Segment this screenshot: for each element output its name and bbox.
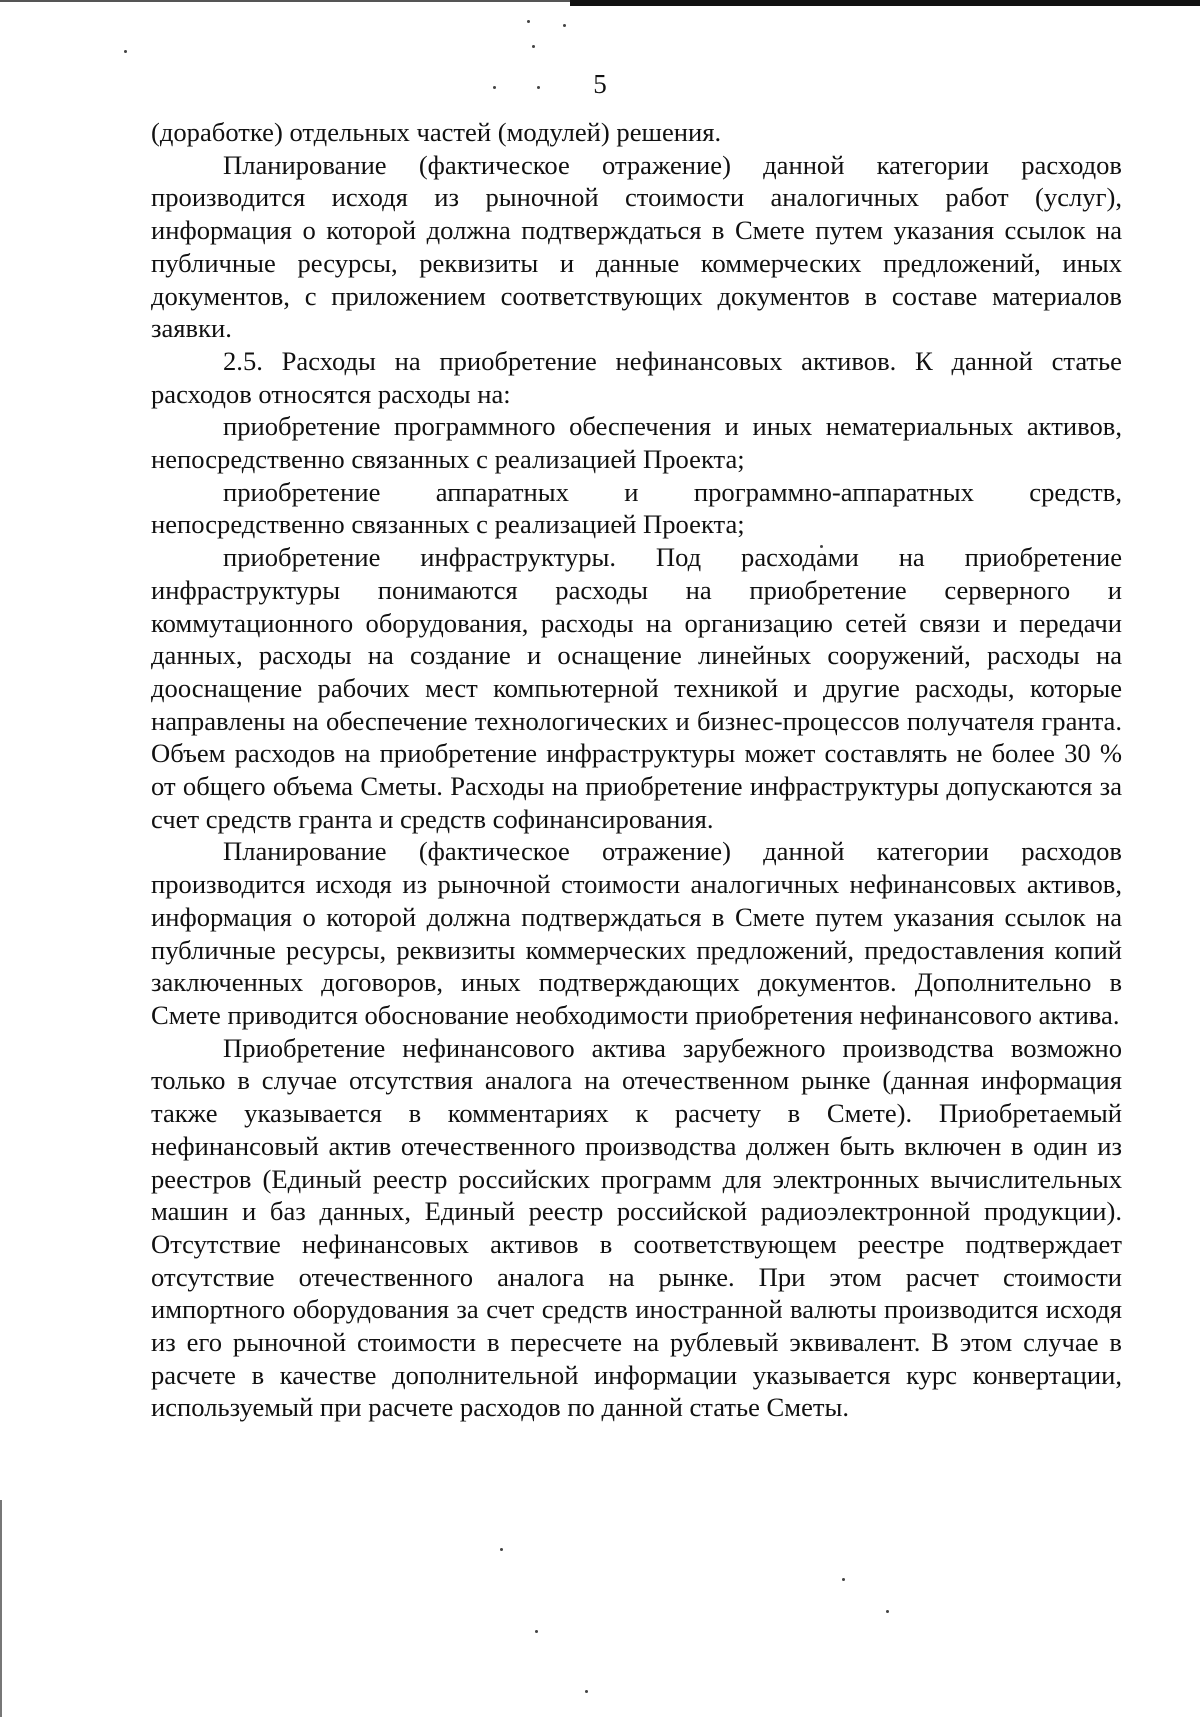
paragraph-section-2-5: 2.5. Расходы на приобретение нефинансовых активов. К данной статье расходов относятся расходы на: [151,345,1122,409]
list-item-software: приобретение программного обеспечения и иных нематериальных активов, непосредственно связанных с реализацией Проекта; [151,411,1122,475]
scan-speck [124,50,127,53]
page-number: 5 [593,69,607,99]
list-item-infrastructure: приобретение инфраструктуры. Под расходами на приобретение инфраструктуры понимаются расходы на приобретение серверного и коммутационного оборудования, расходы на организацию сетей связи и передачи данных, расходы на создание и оснащение линейных сооружений, расходы на дооснащение рабочих мест компьютерной техникой и другие расходы, которые направлены на обеспечение технологических и бизнес-процессов получателя гранта. Объем расходов на приобретение инфраструктуры может составлять не более 30 % от общего объема Сметы. Расходы на приобретение инфраструктуры допускаются за счет средств гранта и средств софинансирования. [151,542,1122,834]
scan-speck [886,1610,889,1613]
scan-speck [842,1578,845,1581]
scan-speck [535,1630,538,1633]
scan-speck [500,1548,503,1551]
scan-speck [563,24,566,27]
scan-left-edge [0,1500,2,1717]
paragraph-works-planning: Планирование (фактическое отражение) данной категории расходов производится исходя из рыночной стоимости аналогичных работ (услуг), информация о которой должна подтверждаться в Смете путем указания ссылок на публичные ресурсы, реквизиты и данные коммерческих предложений, иных документов, с приложением соответствующих документов в составе материалов заявки. [151,149,1122,344]
paragraph-assets-planning: Планирование (фактическое отражение) данной категории расходов производится исходя из рыночной стоимости аналогичных нефинансовых активов, информация о которой должна подтверждаться в Смете путем указания ссылок на публичные ресурсы, реквизиты коммерческих предложений, предоставления копий заключенных договоров, иных подтверждающих документов. Дополнительно в Смете приводится обоснование необходимости приобретения нефинансового актива. [151,836,1122,1030]
scan-speck [585,1690,588,1693]
scan-top-bar [570,0,1200,6]
scan-speck [532,45,535,48]
paragraph-foreign-assets: Приобретение нефинансового актива зарубежного производства возможно только в случае отсутствия аналога на отечественном рынке (данная информация также указывается в комментариях к расчету в Смете). Приобретаемый нефинансовый актив отечественного производства должен быть включен в один из реестров (Единый реестр российских программ для электронных вычислительных машин и баз данных, Единый реестр российской радиоэлектронной продукции). Отсутствие нефинансовых активов в соответствующем реестре подтверждает отсутствие отечественного аналога на рынке. При этом расчет стоимости импортного оборудования за счет средств иностранной валюты производится исходя из его рыночной стоимости в пересчете на рублевый эквивалент. В этом случае в расчете в качестве дополнительной информации указывается курс конвертации, используемый при расчете расходов по данной статье Сметы. [151,1032,1122,1423]
document-body [151,116,1122,1424]
scan-top-edge [0,0,570,2]
list-item-hardware: приобретение аппаратных и программно-аппаратных средств, непосредственно связанных с реализацией Проекта; [151,476,1122,540]
scan-speck [527,20,530,23]
paragraph-continuation: (доработке) отдельных частей (модулей) решения. [151,117,722,147]
